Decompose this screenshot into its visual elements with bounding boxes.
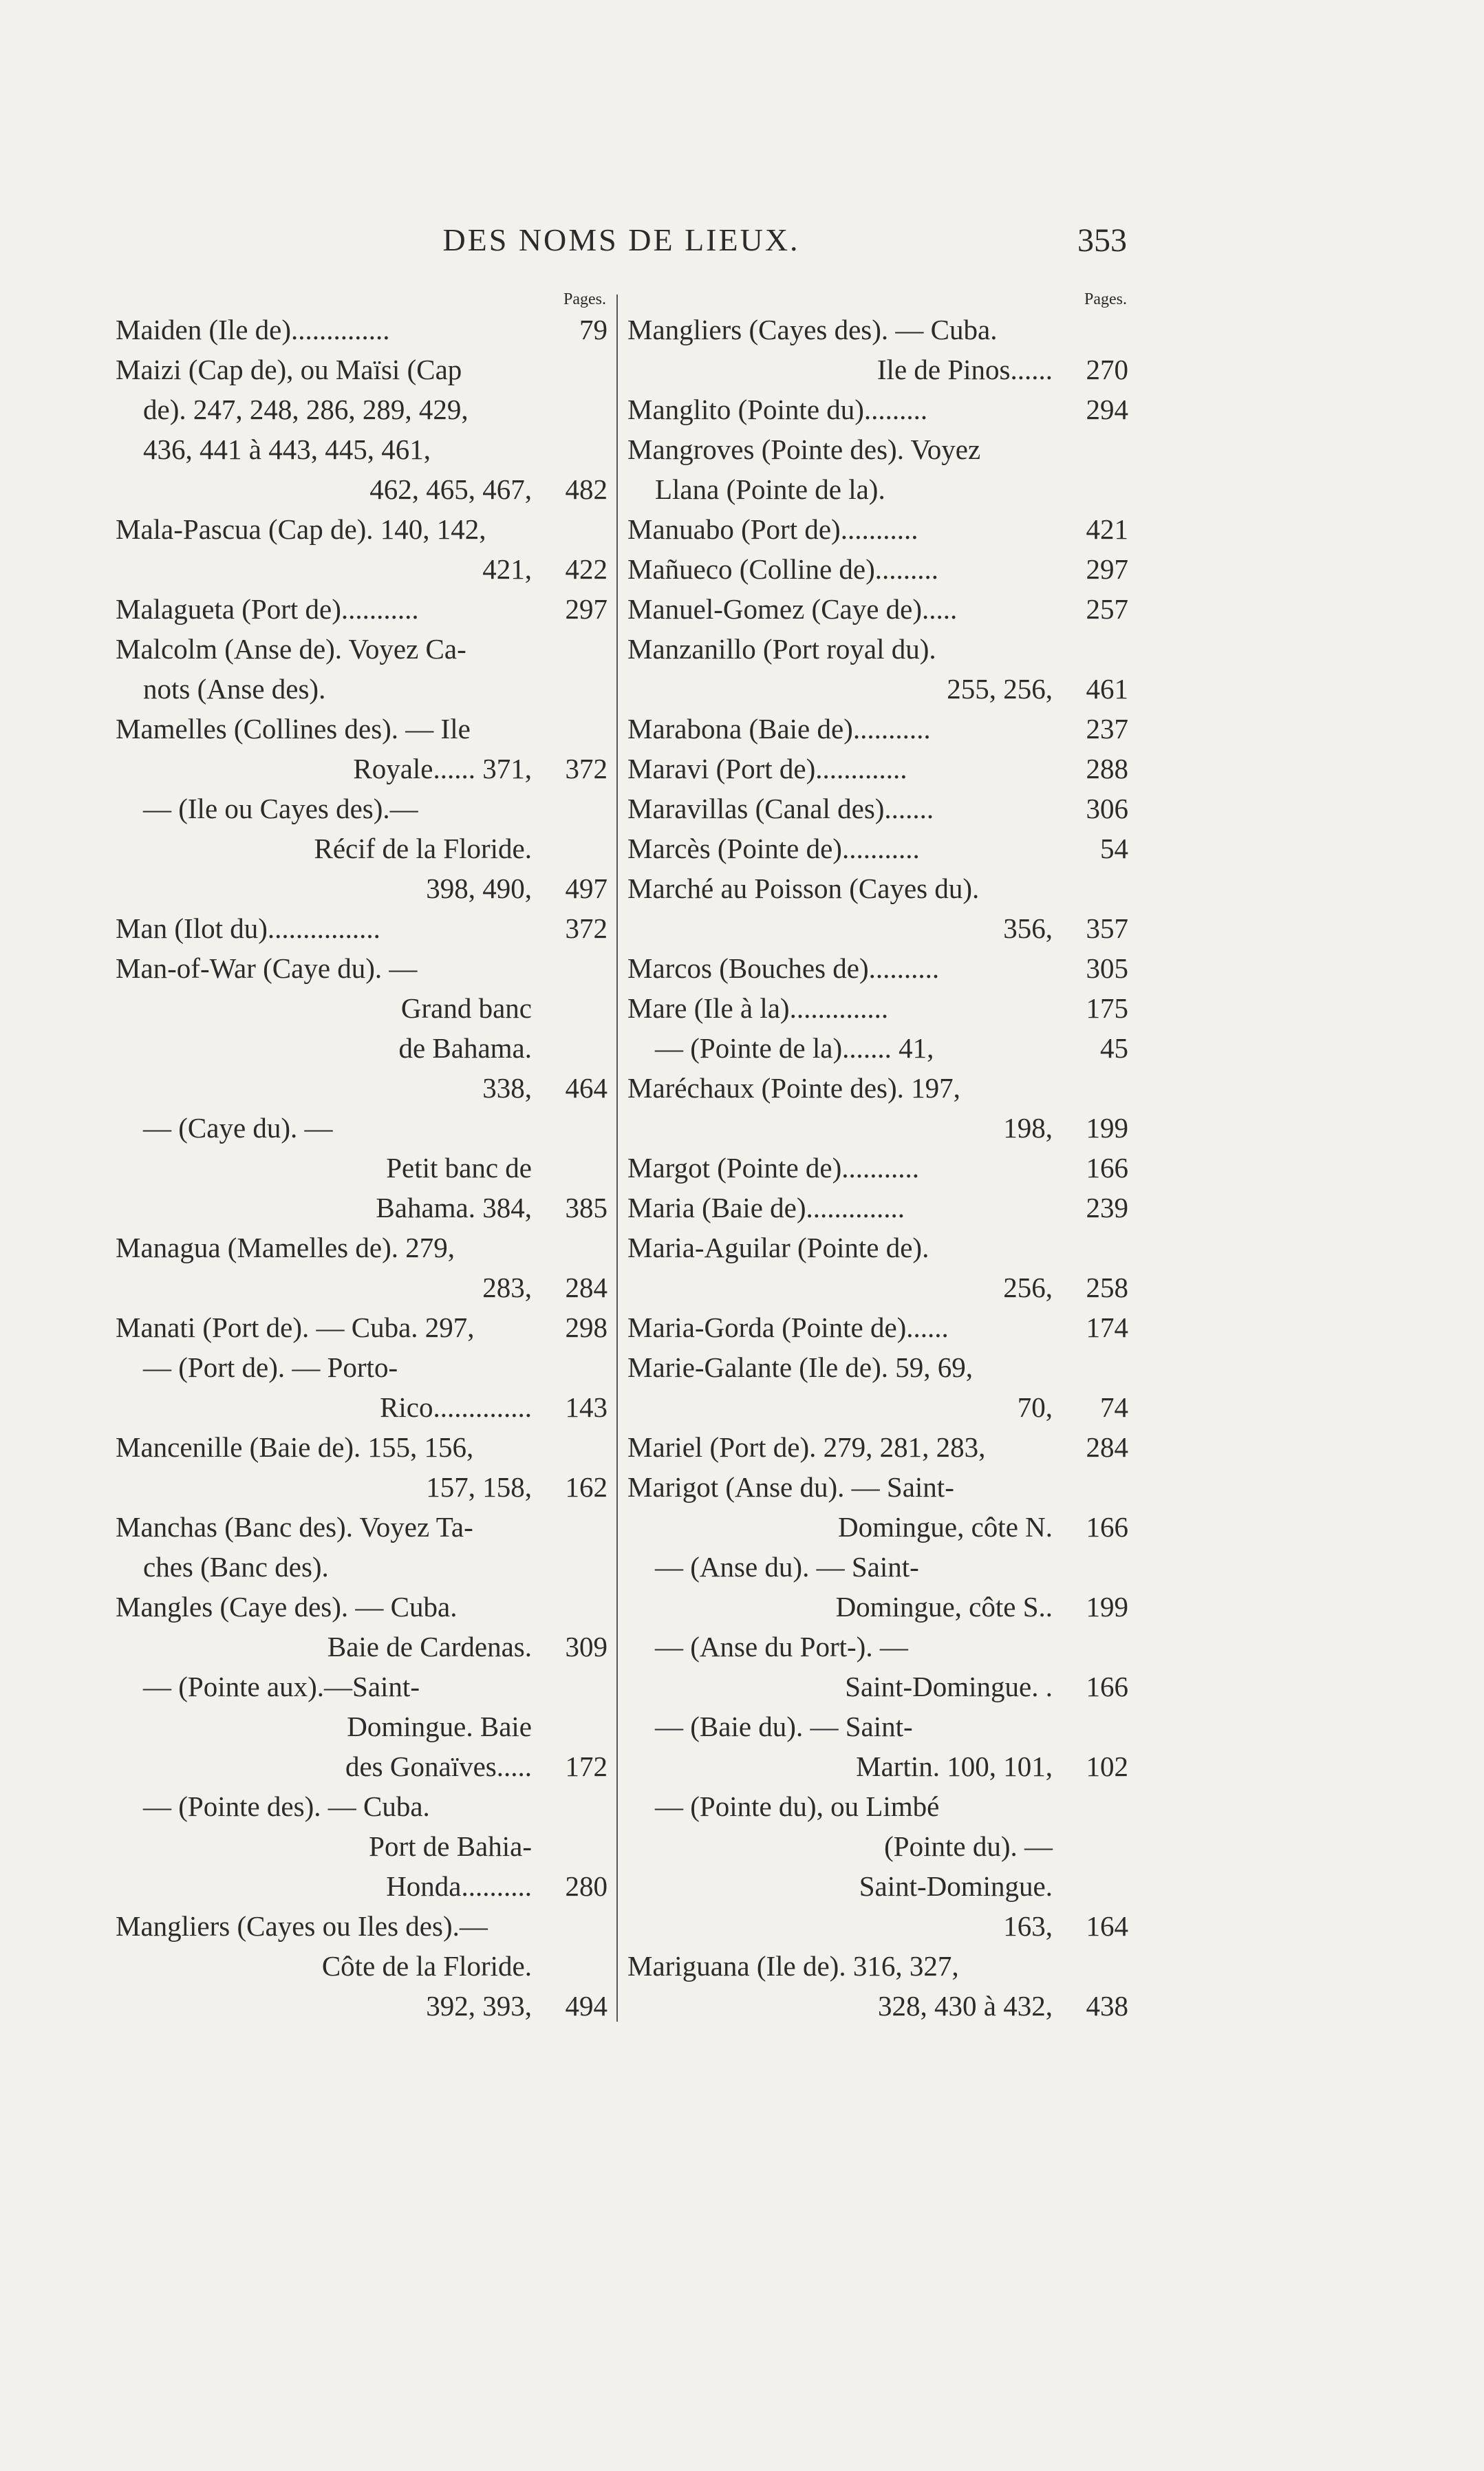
index-entry-line	[627, 948, 1128, 988]
entry-page-number: 284	[565, 1272, 607, 1303]
entry-page-number: 257	[1086, 593, 1128, 625]
index-entry-line	[627, 868, 1128, 908]
index-entry-line	[116, 1467, 607, 1507]
entry-page-number: 280	[565, 1870, 607, 1902]
entry-page-number: 385	[565, 1192, 607, 1223]
entry-text: Grand banc	[400, 992, 532, 1024]
entry-page-number: 372	[565, 912, 607, 944]
index-entry-line	[116, 1307, 607, 1347]
entry-text: 392, 393,	[426, 1990, 532, 2022]
entry-page-number: 482	[565, 473, 607, 505]
entry-text: Marché au Poisson (Cayes du).	[627, 873, 980, 904]
entry-page-number: 102	[1086, 1751, 1128, 1782]
entry-text: Royale...... 371,	[353, 753, 532, 784]
entry-text: 328, 430 à 432,	[878, 1990, 1053, 2022]
index-entry-line	[116, 1866, 607, 1906]
entry-text: Maizi (Cap de), ou Maïsi (Cap	[116, 354, 462, 385]
entry-text: — (Pointe aux).—Saint-	[143, 1671, 420, 1702]
index-entry-line	[116, 948, 607, 988]
entry-page-number: 497	[565, 873, 607, 904]
index-entry-line	[627, 1587, 1128, 1627]
index-entry-line	[116, 1627, 607, 1667]
entry-text: Malagueta (Port de)...........	[116, 593, 419, 625]
entry-text: des Gonaïves.....	[345, 1751, 532, 1782]
index-entry-line	[116, 908, 607, 948]
index-entry-line	[116, 589, 607, 629]
entry-text: Rico..............	[380, 1391, 532, 1423]
entry-text: Marie-Galante (Ile de). 59, 69,	[627, 1351, 974, 1383]
entry-page-number: 54	[1100, 833, 1128, 864]
entry-text: 70,	[1017, 1391, 1053, 1423]
entry-text: Marigot (Anse du). — Saint-	[627, 1471, 954, 1503]
index-entry-line	[627, 1387, 1128, 1427]
entry-text: — (Ile ou Cayes des).—	[143, 793, 418, 824]
page-title: DES NOMS DE LIEUX.	[442, 222, 800, 257]
entry-text: Mangliers (Cayes ou Iles des).—	[116, 1910, 488, 1942]
entry-page-number: 258	[1086, 1272, 1128, 1303]
entry-text: Maravi (Port de).............	[627, 753, 907, 784]
entry-text: Domingue. Baie	[347, 1711, 532, 1742]
index-entry-line	[627, 469, 1128, 509]
index-entry-line	[627, 1228, 1128, 1267]
index-entry-line	[116, 868, 607, 908]
entry-text: Bahama. 384,	[376, 1192, 532, 1223]
entry-text: — (Pointe des). — Cuba.	[143, 1790, 430, 1822]
entry-page-number: 297	[565, 593, 607, 625]
entry-text: — (Pointe de la)....... 41,	[655, 1032, 934, 1064]
left-column-label: Pages.	[563, 290, 606, 308]
entry-text: Margot (Pointe de)...........	[627, 1152, 919, 1184]
index-entry-line	[627, 1108, 1128, 1148]
index-entry-line	[627, 350, 1128, 389]
entry-text: Maria-Aguilar (Pointe de).	[627, 1232, 929, 1263]
entry-text: ches (Banc des).	[143, 1551, 329, 1583]
entry-text: Maiden (Ile de)..............	[116, 314, 390, 345]
index-entry-line	[627, 1627, 1128, 1667]
entry-text: 163,	[1003, 1910, 1053, 1942]
entry-page-number: 422	[565, 553, 607, 585]
index-entry-line	[627, 1906, 1128, 1946]
entry-text: Maréchaux (Pointe des). 197,	[627, 1072, 960, 1104]
index-entry-line	[116, 549, 607, 589]
entry-page-number: 172	[565, 1751, 607, 1782]
entry-text: Côte de la Floride.	[321, 1950, 532, 1982]
entry-page-number: 309	[565, 1631, 607, 1662]
entry-text: — (Anse du). — Saint-	[655, 1551, 919, 1583]
index-entry-line	[116, 789, 607, 828]
index-entry-line	[116, 1028, 607, 1068]
entry-text: — (Caye du). —	[143, 1112, 333, 1144]
page-number: 353	[1077, 222, 1127, 259]
index-entry-line	[627, 1467, 1128, 1507]
index-entry-line	[116, 1707, 607, 1746]
entry-page-number: 288	[1086, 753, 1128, 784]
index-entry-line	[116, 1267, 607, 1307]
index-entry-line	[627, 1866, 1128, 1906]
entry-text: 398, 490,	[426, 873, 532, 904]
index-entry-line	[116, 509, 607, 549]
entry-page-number: 166	[1086, 1152, 1128, 1184]
entry-text: Maria-Gorda (Pointe de)......	[627, 1312, 949, 1343]
entry-page-number: 306	[1086, 793, 1128, 824]
entry-text: Mariguana (Ile de). 316, 327,	[627, 1950, 959, 1982]
entry-text: — (Port de). — Porto-	[143, 1351, 398, 1383]
index-entry-line	[116, 1347, 607, 1387]
left-column	[116, 289, 607, 2026]
index-entry-line	[627, 1507, 1128, 1547]
entry-text: Marabona (Baie de)...........	[627, 713, 931, 745]
entry-page-number: 461	[1086, 673, 1128, 705]
entry-text: Saint-Domingue. .	[845, 1671, 1053, 1702]
entry-page-number: 438	[1086, 1990, 1128, 2022]
entry-text: — (Anse du Port-). —	[655, 1631, 908, 1662]
entry-page-number: 143	[565, 1391, 607, 1423]
index-entry-line	[116, 350, 607, 389]
index-entry-line	[116, 310, 607, 350]
index-entry-line	[116, 1906, 607, 1946]
right-column-label: Pages.	[1084, 290, 1127, 308]
entry-text: Baie de Cardenas.	[327, 1631, 532, 1662]
entry-page-number: 166	[1086, 1511, 1128, 1543]
entry-text: Manglito (Pointe du).........	[627, 394, 928, 425]
entry-page-number: 298	[565, 1312, 607, 1343]
entry-text: Mangroves (Pointe des). Voyez	[627, 434, 981, 465]
entry-text: (Pointe du). —	[884, 1830, 1053, 1862]
entry-page-number: 297	[1086, 553, 1128, 585]
entry-text: 157, 158,	[426, 1471, 532, 1503]
index-entry-line	[116, 988, 607, 1028]
index-entry-line	[627, 828, 1128, 868]
entry-text: Managua (Mamelles de). 279,	[116, 1232, 455, 1263]
entry-text: Mala-Pascua (Cap de). 140, 142,	[116, 513, 486, 545]
entry-text: Saint-Domingue.	[859, 1870, 1053, 1902]
index-entry-line	[627, 1707, 1128, 1746]
entry-page-number: 74	[1100, 1391, 1128, 1423]
entry-text: 255, 256,	[947, 673, 1053, 705]
entry-text: Man-of-War (Caye du). —	[116, 952, 418, 984]
index-entry-line	[116, 1786, 607, 1826]
index-entry-line	[116, 629, 607, 669]
entry-text: Mamelles (Collines des). — Ile	[116, 713, 471, 745]
index-entry-line	[116, 1986, 607, 2026]
entry-text: Mancenille (Baie de). 155, 156,	[116, 1431, 474, 1463]
entry-page-number: 79	[579, 314, 607, 345]
entry-page-number: 270	[1086, 354, 1128, 385]
index-entry-line	[627, 389, 1128, 429]
entry-page-number: 421	[1086, 513, 1128, 545]
entry-text: Manuabo (Port de)...........	[627, 513, 918, 545]
entry-page-number: 237	[1086, 713, 1128, 745]
entry-text: Maria (Baie de)..............	[627, 1192, 905, 1223]
right-entries	[627, 310, 1128, 2026]
index-entry-line	[627, 1427, 1128, 1467]
entry-text: — (Pointe du), ou Limbé	[655, 1790, 940, 1822]
index-entry-line	[627, 789, 1128, 828]
index-entry-line	[627, 1307, 1128, 1347]
entry-text: Mangles (Caye des). — Cuba.	[116, 1591, 458, 1623]
index-entry-line	[116, 1108, 607, 1148]
index-entry-line	[627, 908, 1128, 948]
index-entry-line	[116, 1188, 607, 1228]
entry-text: Maravillas (Canal des).......	[627, 793, 934, 824]
entry-text: — (Baie du). — Saint-	[655, 1711, 913, 1742]
entry-text: 198,	[1003, 1112, 1053, 1144]
entry-text: Marcès (Pointe de)...........	[627, 833, 920, 864]
index-entry-line	[116, 1587, 607, 1627]
entry-page-number: 162	[565, 1471, 607, 1503]
entry-text: Récif de la Floride.	[314, 833, 532, 864]
index-entry-line	[116, 1507, 607, 1547]
entry-text: Mangliers (Cayes des). — Cuba.	[627, 314, 998, 345]
index-entry-line	[627, 1028, 1128, 1068]
entry-page-number: 294	[1086, 394, 1128, 425]
entry-text: Marcos (Bouches de)..........	[627, 952, 940, 984]
entry-page-number: 239	[1086, 1192, 1128, 1223]
entry-text: 283,	[482, 1272, 532, 1303]
index-entry-line	[116, 1946, 607, 1986]
entry-page-number: 45	[1100, 1032, 1128, 1064]
entry-text: 356,	[1003, 912, 1053, 944]
index-entry-line	[627, 1826, 1128, 1866]
page-header	[116, 222, 1127, 270]
entry-text: Manzanillo (Port royal du).	[627, 633, 936, 665]
index-entry-line	[627, 1746, 1128, 1786]
entry-text: 421,	[482, 553, 532, 585]
entry-text: 436, 441 à 443, 445, 461,	[143, 434, 431, 465]
entry-text: Ile de Pinos......	[877, 354, 1053, 385]
index-entry-line	[627, 749, 1128, 789]
index-entry-line	[627, 709, 1128, 749]
index-entry-line	[627, 589, 1128, 629]
index-entry-line	[627, 429, 1128, 469]
index-entry-line	[627, 1946, 1128, 1986]
entry-text: Malcolm (Anse de). Voyez Ca-	[116, 633, 466, 665]
index-entry-line	[116, 669, 607, 709]
index-entry-line	[627, 549, 1128, 589]
entry-text: Port de Bahia-	[369, 1830, 532, 1862]
entry-page-number: 305	[1086, 952, 1128, 984]
index-entry-line	[627, 509, 1128, 549]
entry-text: Honda..........	[386, 1870, 532, 1902]
entry-text: de Bahama.	[398, 1032, 532, 1064]
entry-page-number: 166	[1086, 1671, 1128, 1702]
index-entry-line	[116, 749, 607, 789]
index-entry-line	[627, 988, 1128, 1028]
entry-text: Manchas (Banc des). Voyez Ta-	[116, 1511, 473, 1543]
index-entry-line	[627, 310, 1128, 350]
entry-page-number: 372	[565, 753, 607, 784]
index-entry-line	[627, 1267, 1128, 1307]
index-entry-line	[116, 1826, 607, 1866]
index-entry-line	[116, 389, 607, 429]
index-entry-line	[627, 1068, 1128, 1108]
column-divider	[616, 295, 618, 2022]
entry-page-number: 357	[1086, 912, 1128, 944]
index-entry-line	[116, 429, 607, 469]
entry-text: Manuel-Gomez (Caye de).....	[627, 593, 958, 625]
index-entry-line	[116, 1427, 607, 1467]
index-entry-line	[116, 1068, 607, 1108]
index-entry-line	[627, 1347, 1128, 1387]
left-entries	[116, 310, 607, 2026]
index-entry-line	[627, 1986, 1128, 2026]
entry-page-number: 164	[1086, 1910, 1128, 1942]
entry-text: Domingue, côte N.	[838, 1511, 1053, 1543]
entry-page-number: 175	[1086, 992, 1128, 1024]
entry-text: Mañueco (Colline de).........	[627, 553, 939, 585]
index-entry-line	[116, 1228, 607, 1267]
entry-page-number: 284	[1086, 1431, 1128, 1463]
index-entry-line	[116, 469, 607, 509]
index-entry-line	[116, 1547, 607, 1587]
entry-text: nots (Anse des).	[143, 673, 326, 705]
entry-text: Llana (Pointe de la).	[655, 473, 885, 505]
index-entry-line	[116, 1746, 607, 1786]
entry-text: Manati (Port de). — Cuba. 297,	[116, 1312, 475, 1343]
index-entry-line	[627, 669, 1128, 709]
index-entry-line	[116, 1667, 607, 1707]
entry-text: de). 247, 248, 286, 289, 429,	[143, 394, 469, 425]
entry-text: Domingue, côte S..	[835, 1591, 1053, 1623]
entry-text: Man (Ilot du)................	[116, 912, 380, 944]
entry-page-number: 199	[1086, 1591, 1128, 1623]
right-column	[627, 289, 1128, 2026]
entry-page-number: 174	[1086, 1312, 1128, 1343]
index-entry-line	[627, 629, 1128, 669]
index-entry-line	[627, 1547, 1128, 1587]
index-entry-line	[627, 1148, 1128, 1188]
entry-page-number: 199	[1086, 1112, 1128, 1144]
entry-text: Mariel (Port de). 279, 281, 283,	[627, 1431, 986, 1463]
index-entry-line	[116, 1387, 607, 1427]
entry-text: Martin. 100, 101,	[856, 1751, 1053, 1782]
index-entry-line	[116, 1148, 607, 1188]
entry-text: 338,	[482, 1072, 532, 1104]
entry-text: 462, 465, 467,	[369, 473, 532, 505]
entry-page-number: 464	[565, 1072, 607, 1104]
index-entry-line	[116, 709, 607, 749]
entry-text: Mare (Ile à la)..............	[627, 992, 889, 1024]
index-entry-line	[627, 1786, 1128, 1826]
entry-page-number: 494	[565, 1990, 607, 2022]
index-entry-line	[627, 1188, 1128, 1228]
entry-text: 256,	[1003, 1272, 1053, 1303]
index-entry-line	[627, 1667, 1128, 1707]
index-entry-line	[116, 828, 607, 868]
entry-text: Petit banc de	[386, 1152, 532, 1184]
